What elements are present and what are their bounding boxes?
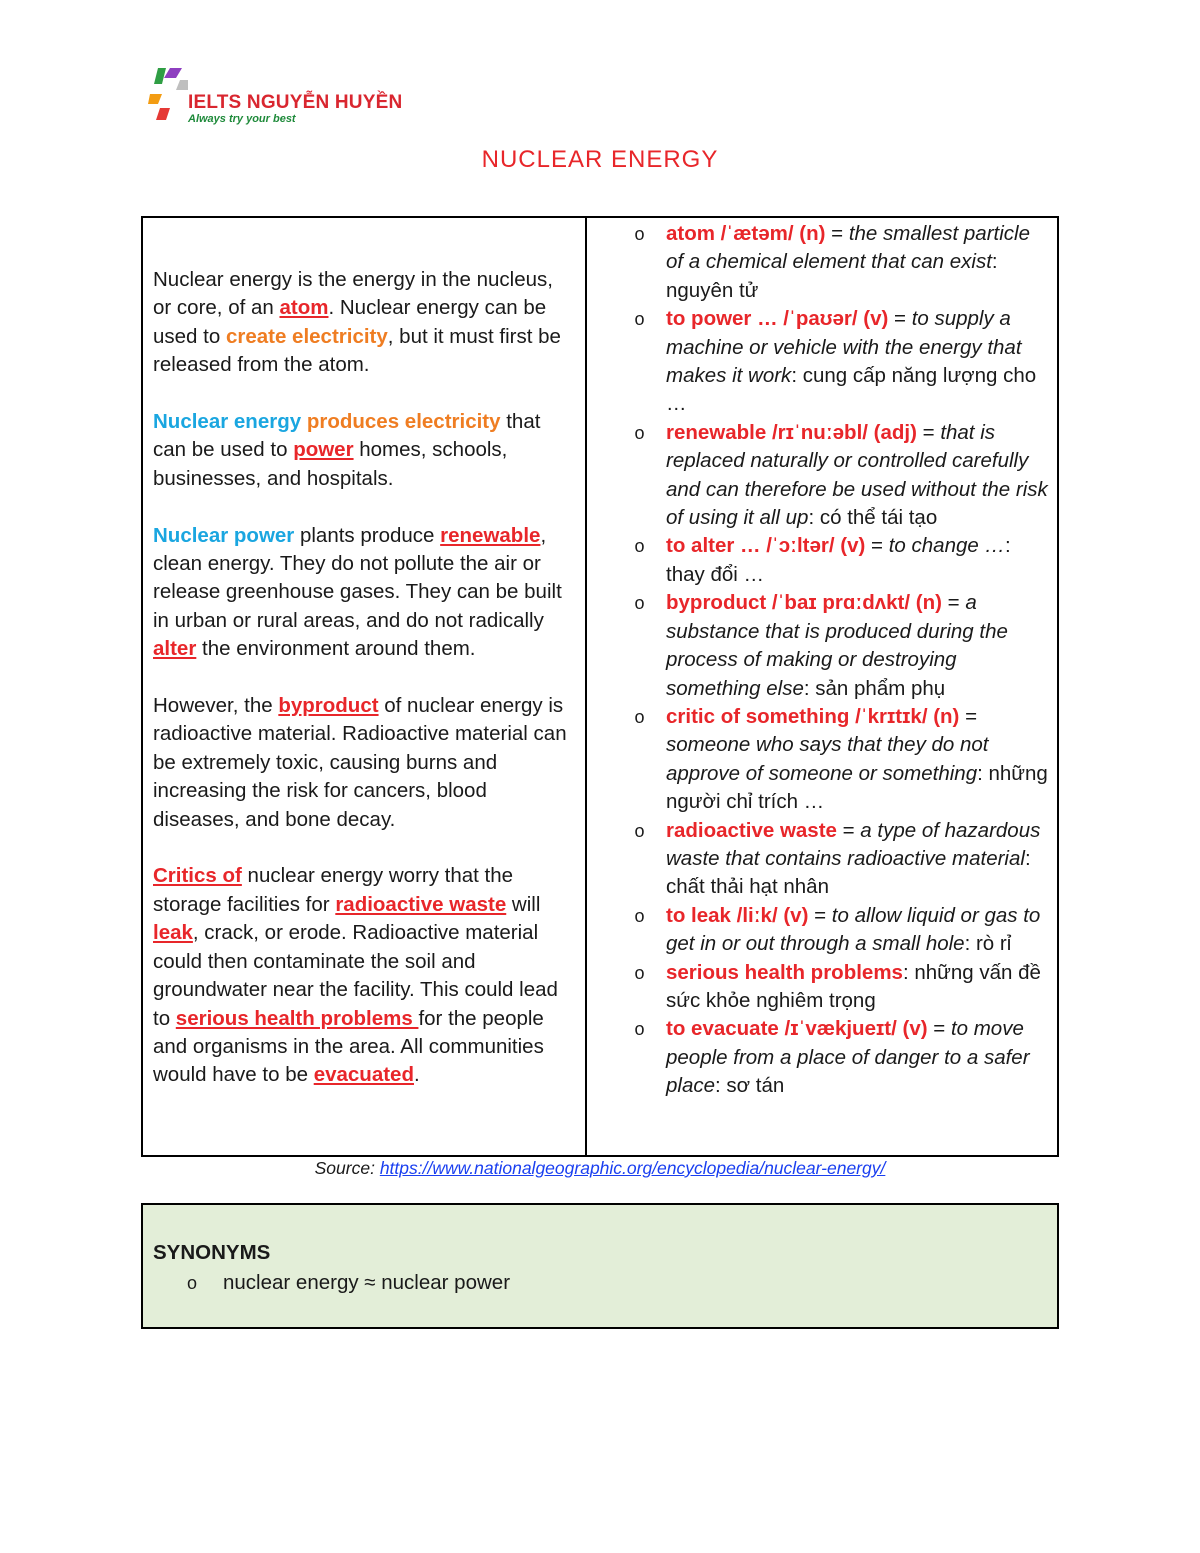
passage-text: . Nuclear energy can be used to <box>153 296 547 348</box>
vocab-entry <box>666 902 1051 959</box>
vocab-translation: : chất thải hạt nhân <box>666 846 1031 899</box>
vocab-item <box>587 532 1051 589</box>
bullet-icon: o <box>634 905 645 926</box>
passage-text: , clean energy. They do not pollute the air or release greenhouse gases. They can be built in urban or rural areas, and do not radically <box>153 523 562 632</box>
source-label: Source: <box>314 1158 380 1178</box>
bullet-icon: o <box>634 309 645 330</box>
vocab-highlight: renewable <box>440 523 541 547</box>
vocab-equals: = <box>825 222 849 245</box>
page-title: NUCLEAR ENERGY <box>481 146 719 173</box>
vocab-item <box>587 902 1051 959</box>
phrase-highlight: create electricity <box>225 324 388 348</box>
bullet-icon: o <box>187 1273 198 1293</box>
vocab-term: to alter … /ˈɔːltər/ (v) <box>666 534 866 558</box>
synonym-text: nuclear energy ≈ nuclear power <box>223 1271 511 1294</box>
vocab-term: renewable /rɪˈnuːəbl/ (adj) <box>666 420 917 444</box>
passage-paragraph <box>153 522 575 664</box>
vocab-equals: = <box>808 903 832 927</box>
vocab-equals: = <box>941 591 966 615</box>
passage-text: for the people and organisms in the area. All communities would have to be <box>153 1006 544 1087</box>
vocab-entry <box>666 703 1051 817</box>
bullet-icon: o <box>634 593 645 614</box>
vocab-term: critic of something /ˈkrɪtɪk/ (n) <box>666 704 960 728</box>
vocab-equals: = <box>865 534 889 558</box>
lesson-table <box>141 216 1059 1157</box>
vocab-highlight: alter <box>153 637 197 661</box>
vocab-definition: a type of hazardous waste that contains radioactive material <box>666 818 1041 870</box>
vocab-entry <box>666 532 1051 589</box>
vocab-entry <box>666 220 1051 305</box>
synonym-item <box>153 1267 1057 1299</box>
vocab-translation: : có thể tái tạo <box>808 506 938 530</box>
vocab-translation: : sơ tán <box>715 1074 785 1098</box>
vocabulary-column <box>587 218 1057 1155</box>
passage-text: , but it must first be released from the atom. <box>153 324 561 377</box>
vocab-term: to power … /ˈpaʊər/ (v) <box>666 307 889 331</box>
bullet-icon: o <box>634 820 645 841</box>
vocab-entry <box>666 1015 1051 1100</box>
reading-passage <box>143 218 587 1155</box>
passage-text: , crack, or erode. Radioactive material could then contaminate the soil and groundwater near the facility. This could lead to <box>153 921 558 1030</box>
vocab-highlight: Critics of <box>153 864 242 888</box>
phrase-highlight: produces electricity <box>306 410 501 434</box>
vocab-definition: to supply a machine or vehicle with the energy that makes it work <box>666 307 1022 388</box>
vocab-entry <box>666 959 1051 1016</box>
passage-text: will <box>506 892 541 916</box>
vocab-definition: to allow liquid or gas to get in or out through a small hole <box>666 903 1041 956</box>
vocab-definition: the smallest particle of a chemical element that can exist <box>666 222 1030 274</box>
vocab-definition: to change … <box>888 534 1005 558</box>
bullet-icon: o <box>634 422 645 443</box>
vocab-translation: : rò rỉ <box>964 932 1012 956</box>
passage-text: However, the <box>153 694 279 718</box>
passage-text: Nuclear energy is the energy in the nucleus, or core, of an <box>153 268 553 320</box>
passage-text: plants produce <box>294 523 441 547</box>
vocab-translation: : những vấn đề sức khỏe nghiêm trọng <box>666 960 1041 1012</box>
vocab-translation: : nguyên tử <box>666 250 998 302</box>
vocab-term: byproduct /ˈbaɪ prɑːdʌkt/ (n) <box>666 591 942 615</box>
vocab-term: radioactive waste <box>666 818 837 842</box>
vocab-highlight: leak <box>153 921 193 945</box>
vocab-item <box>587 1015 1051 1100</box>
vocab-translation: : những người chỉ trích … <box>666 761 1048 814</box>
vocab-term: to leak /liːk/ (v) <box>666 903 809 927</box>
vocab-item <box>587 589 1051 703</box>
topic-highlight: Nuclear energy <box>153 410 302 434</box>
source-citation <box>0 1158 1200 1179</box>
vocab-definition: someone who says that they do not approve of someone or something <box>666 733 989 785</box>
vocab-equals: = <box>916 420 941 444</box>
vocab-entry <box>666 817 1051 902</box>
synonyms-heading: SYNONYMS <box>153 1241 271 1264</box>
passage-paragraph <box>153 266 575 380</box>
vocab-equals: = <box>927 1017 951 1041</box>
vocab-equals: = <box>888 307 912 331</box>
vocab-entry <box>666 305 1051 419</box>
vocab-item <box>587 703 1051 817</box>
vocab-translation: : cung cấp năng lượng cho … <box>666 364 1037 416</box>
brand-logo <box>148 64 403 128</box>
bullet-icon: o <box>634 706 645 727</box>
passage-text: of nuclear energy is radioactive material. Radioactive material can be extremely toxic, causing burns and increasing the risk for cancers, blood diseases, and bone decay. <box>153 694 567 831</box>
vocab-item <box>587 419 1051 533</box>
vocab-equals: = <box>836 818 861 842</box>
vocab-highlight: evacuated <box>313 1063 414 1087</box>
vocab-highlight: serious health problems <box>175 1006 419 1030</box>
vocab-definition: to move people from a place of danger to a safer place <box>666 1017 1030 1098</box>
bullet-icon: o <box>634 962 645 983</box>
brand-name: IELTS NGUYỄN HUYỀN <box>188 92 403 113</box>
passage-text: the environment around them. <box>196 637 476 661</box>
vocab-item <box>587 817 1051 902</box>
topic-highlight: Nuclear power <box>153 523 295 547</box>
brand-tagline: Always try your best <box>188 113 296 125</box>
vocab-highlight: byproduct <box>278 694 379 718</box>
bullet-icon: o <box>634 224 645 244</box>
vocab-definition: that is replaced naturally or controlled carefully and can therefore be used without the risk of using it all up <box>666 420 1048 530</box>
vocab-translation: : thay đổi … <box>666 534 1011 586</box>
source-link[interactable]: https://www.nationalgeographic.org/encyclopedia/nuclear-energy/ <box>379 1158 886 1178</box>
passage-paragraph <box>153 408 575 493</box>
vocab-definition: a substance that is produced during the process of making or destroying something else <box>666 591 1008 700</box>
vocab-entry <box>666 419 1051 533</box>
vocab-item <box>587 959 1051 1016</box>
vocab-entry <box>666 589 1051 703</box>
vocab-highlight: power <box>293 438 354 462</box>
passage-text: . <box>413 1063 420 1087</box>
vocab-equals: = <box>959 704 978 728</box>
passage-text: nuclear energy worry that the storage facilities for <box>153 864 514 916</box>
passage-text: that can be used to <box>153 410 541 462</box>
passage-paragraph <box>153 692 575 834</box>
logo-mark-icon <box>148 64 188 124</box>
synonyms-box <box>141 1203 1059 1329</box>
passage-paragraph <box>153 862 575 1089</box>
vocab-term: to evacuate /ɪˈvækjueɪt/ (v) <box>666 1017 928 1041</box>
bullet-icon: o <box>634 536 645 557</box>
vocab-translation: : sản phẩm phụ <box>803 676 946 700</box>
vocabulary-list <box>587 220 1051 1101</box>
vocab-item <box>587 305 1051 419</box>
vocab-highlight: atom <box>279 296 329 320</box>
vocab-item <box>587 220 1051 305</box>
bullet-icon: o <box>634 1019 645 1040</box>
vocab-term: atom /ˈætəm/ (n) <box>666 222 826 245</box>
vocab-highlight: radioactive waste <box>335 892 507 916</box>
vocab-term: serious health problems <box>666 960 903 984</box>
passage-text: homes, schools, businesses, and hospitals. <box>153 438 508 490</box>
